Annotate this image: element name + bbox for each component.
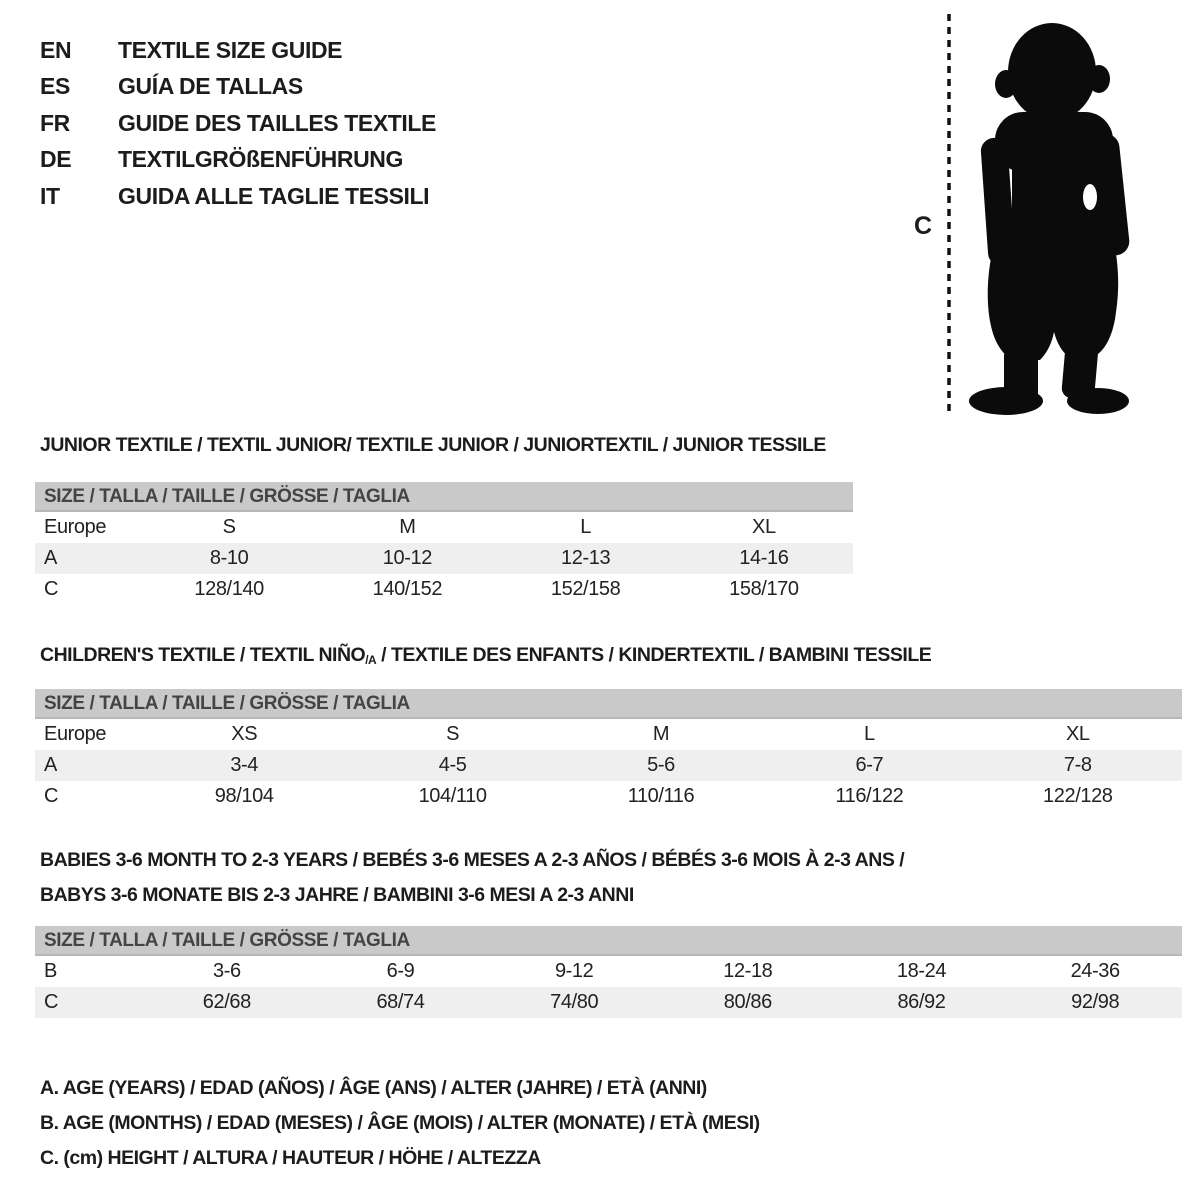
table-cell: 18-24 xyxy=(896,960,947,982)
table-cell: 86/92 xyxy=(897,991,946,1013)
language-title-list xyxy=(40,32,436,215)
table-cell: 62/68 xyxy=(202,991,251,1013)
children-title-part2: / TEXTILE DES ENFANTS / KINDERTEXTIL / BAMBINI TESSILE xyxy=(376,644,932,666)
row-label: B xyxy=(44,960,57,982)
table-row-age-years xyxy=(35,750,1182,781)
table-cell: XL xyxy=(752,516,776,538)
table-cell: 104/110 xyxy=(418,785,487,807)
table-cell: M xyxy=(399,516,416,538)
language-code: ES xyxy=(40,73,70,100)
table-cell: 158/170 xyxy=(729,578,799,600)
section-title-children xyxy=(40,644,931,667)
table-cell: 6-7 xyxy=(855,754,884,776)
guide-title: GUIDE DES TAILLES TEXTILE xyxy=(118,109,436,136)
table-row-height-cm xyxy=(35,574,853,605)
table-row-height-cm xyxy=(35,987,1182,1018)
table-row-height-cm xyxy=(35,781,1182,812)
table-cell: 4-5 xyxy=(438,754,467,776)
babies-title-line2: BABYS 3-6 MONATE BIS 2-3 JAHRE / BAMBINI 3-6 MESI A 2-3 ANNI xyxy=(40,884,634,906)
size-table-header: SIZE / TALLA / TAILLE / GRÖSSE / TAGLIA xyxy=(35,926,1182,956)
language-code: FR xyxy=(40,109,70,136)
table-cell: 122/128 xyxy=(1043,785,1113,807)
guide-title: GUÍA DE TALLAS xyxy=(118,73,303,100)
size-table-header: SIZE / TALLA / TAILLE / GRÖSSE / TAGLIA xyxy=(35,689,1182,719)
toddler-silhouette-icon xyxy=(950,12,1145,417)
table-row-europe xyxy=(35,719,1182,750)
guide-title: TEXTILE SIZE GUIDE xyxy=(118,36,343,63)
language-row-de xyxy=(40,142,436,179)
children-title-part1: CHILDREN'S TEXTILE / TEXTIL NIÑO xyxy=(40,644,366,666)
legend-line-b: B. AGE (MONTHS) / EDAD (MESES) / ÂGE (MOIS) / ALTER (MONATE) / ETÀ (MESI) xyxy=(40,1112,760,1134)
children-title-subscript: /A xyxy=(365,653,377,667)
table-cell: XS xyxy=(231,723,258,745)
guide-title: GUIDA ALLE TAGLIE TESSILI xyxy=(118,182,430,209)
language-row-it xyxy=(40,178,436,215)
table-cell: 92/98 xyxy=(1071,991,1120,1013)
legend-line-a: A. AGE (YEARS) / EDAD (AÑOS) / ÂGE (ANS) / ALTER (JAHRE) / ETÀ (ANNI) xyxy=(40,1077,707,1099)
table-cell: 68/74 xyxy=(376,991,425,1013)
table-cell: 140/152 xyxy=(372,578,443,600)
babies-title-line1: BABIES 3-6 MONTH TO 2-3 YEARS / BEBÉS 3-6 MESES A 2-3 AÑOS / BÉBÉS 3-6 MOIS À 2-3 ANS / xyxy=(40,849,905,871)
table-cell: 8-10 xyxy=(209,547,249,569)
table-cell: L xyxy=(864,723,875,745)
language-row-en xyxy=(40,32,436,69)
table-cell: 12-18 xyxy=(723,960,773,982)
table-cell: 3-6 xyxy=(212,960,241,982)
children-size-table xyxy=(35,689,1182,812)
junior-size-table xyxy=(35,482,853,605)
table-cell: XL xyxy=(1065,723,1090,745)
language-code: IT xyxy=(40,182,60,209)
row-label: A xyxy=(44,547,57,569)
table-cell: 10-12 xyxy=(382,547,432,569)
section-title-junior: JUNIOR TEXTILE / TEXTIL JUNIOR/ TEXTILE JUNIOR / JUNIORTEXTIL / JUNIOR TESSILE xyxy=(40,434,826,456)
legend-line-c: C. (cm) HEIGHT / ALTURA / HAUTEUR / HÖHE / ALTEZZA xyxy=(40,1147,541,1169)
table-cell: 9-12 xyxy=(554,960,594,982)
table-cell: 116/122 xyxy=(835,785,904,807)
row-label: A xyxy=(44,754,57,776)
row-label: C xyxy=(44,578,59,600)
row-label: C xyxy=(44,991,59,1013)
section-title-babies xyxy=(40,843,904,913)
table-cell: 12-13 xyxy=(561,547,611,569)
table-cell: L xyxy=(580,516,591,538)
table-row-age-years xyxy=(35,543,853,574)
height-measure-label: C xyxy=(914,212,933,240)
table-cell: 6-9 xyxy=(386,960,415,982)
table-cell: 3-4 xyxy=(230,754,259,776)
row-label: C xyxy=(44,785,59,807)
table-cell: 110/116 xyxy=(627,785,695,807)
table-row-age-months xyxy=(35,956,1182,987)
table-cell: 14-16 xyxy=(739,547,789,569)
language-row-es xyxy=(40,69,436,106)
table-cell: M xyxy=(652,723,670,745)
language-row-fr xyxy=(40,105,436,142)
table-cell: 5-6 xyxy=(647,754,675,776)
size-table-header: SIZE / TALLA / TAILLE / GRÖSSE / TAGLIA xyxy=(35,482,853,512)
language-code: DE xyxy=(40,146,72,173)
table-cell: S xyxy=(222,516,236,538)
measurement-legend xyxy=(40,1071,760,1176)
guide-title: TEXTILGRÖßENFÜHRUNG xyxy=(118,146,403,173)
table-cell: 24-36 xyxy=(1070,960,1120,982)
row-label: Europe xyxy=(44,516,107,538)
table-cell: S xyxy=(446,723,460,745)
language-code: EN xyxy=(40,36,72,63)
table-row-europe xyxy=(35,512,853,543)
row-label: Europe xyxy=(44,723,107,745)
table-cell: 74/80 xyxy=(550,991,599,1013)
table-cell: 7-8 xyxy=(1063,754,1092,776)
table-cell: 128/140 xyxy=(194,578,264,600)
babies-size-table xyxy=(35,926,1182,1018)
table-cell: 80/86 xyxy=(723,991,772,1013)
table-cell: 98/104 xyxy=(214,785,274,807)
table-cell: 152/158 xyxy=(550,578,621,600)
